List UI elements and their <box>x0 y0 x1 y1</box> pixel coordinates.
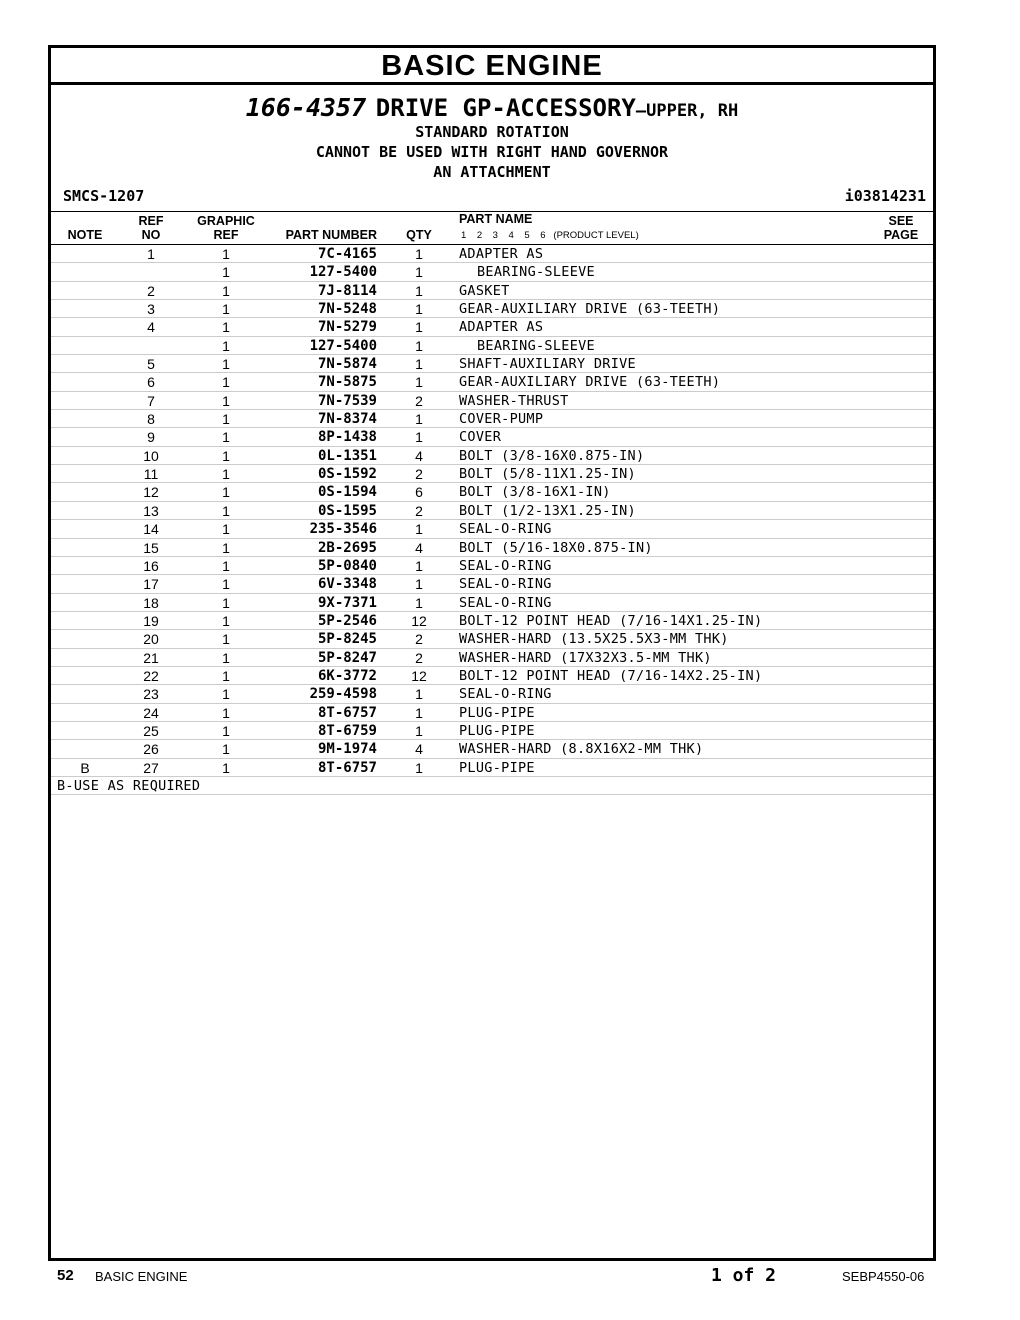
table-row <box>51 539 933 557</box>
part-name-cell: SEAL-O-RING <box>459 557 552 574</box>
graphic-ref-cell: 1 <box>222 612 230 629</box>
graphic-ref-cell: 1 <box>222 374 230 391</box>
qty-cell: 1 <box>415 557 423 574</box>
graphic-ref-cell: 1 <box>222 631 230 648</box>
group-part-number: 166-4357 <box>245 93 367 122</box>
part-name-cell: BOLT (5/8-11X1.25-IN) <box>459 466 636 483</box>
part-number-cell: 6V-3348 <box>317 576 377 593</box>
part-name-cell: SEAL-O-RING <box>459 594 552 611</box>
smcs-code: SMCS-1207 <box>63 187 145 205</box>
qty-cell: 1 <box>415 356 423 373</box>
part-number-cell: 7N-5279 <box>317 319 377 336</box>
table-row <box>51 483 933 501</box>
note-cell: B <box>80 759 90 776</box>
graphic-ref-cell: 1 <box>222 722 230 739</box>
part-number-cell: 127-5400 <box>309 337 377 354</box>
part-number-cell: 8P-1438 <box>317 429 377 446</box>
ref-no-cell: 3 <box>147 301 155 318</box>
graphic-ref-cell: 1 <box>222 392 230 409</box>
graphic-ref-cell: 1 <box>222 759 230 776</box>
table-row <box>51 740 933 758</box>
part-name-cell: SEAL-O-RING <box>459 521 552 538</box>
ref-no-cell: 23 <box>143 686 159 703</box>
table-row <box>51 447 933 465</box>
qty-cell: 1 <box>415 686 423 703</box>
part-name-cell: BOLT (3/8-16X1-IN) <box>459 484 611 501</box>
qty-cell: 1 <box>415 722 423 739</box>
part-name-cell: COVER-PUMP <box>459 411 544 428</box>
qty-cell: 2 <box>415 502 423 519</box>
qty-cell: 12 <box>411 667 427 684</box>
qty-cell: 1 <box>415 411 423 428</box>
part-number-cell: 9X-7371 <box>317 594 377 611</box>
part-number-cell: 0S-1595 <box>317 502 377 519</box>
graphic-ref-cell: 1 <box>222 576 230 593</box>
part-name-cell: BOLT-12 POINT HEAD (7/16-14X2.25-IN) <box>459 667 763 684</box>
footnote: B-USE AS REQUIRED <box>57 777 201 794</box>
qty-cell: 1 <box>415 429 423 446</box>
graphic-ref-cell: 1 <box>222 466 230 483</box>
graphic-ref-cell: 1 <box>222 649 230 666</box>
part-number-cell: 6K-3772 <box>317 667 377 684</box>
group-subtitle-3: AN ATTACHMENT <box>433 163 551 181</box>
parts-page-frame <box>48 45 936 1261</box>
part-name-cell: ADAPTER AS <box>459 319 544 336</box>
page-footer <box>0 1265 1020 1289</box>
qty-cell: 4 <box>415 741 423 758</box>
ref-no-cell: 17 <box>143 576 159 593</box>
col-ref-no-bottom: NO <box>141 228 161 242</box>
ref-no-cell: 11 <box>143 466 159 483</box>
qty-cell: 1 <box>415 521 423 538</box>
ref-no-cell: 5 <box>147 356 155 373</box>
table-row <box>51 337 933 355</box>
graphic-ref-cell: 1 <box>222 704 230 721</box>
part-number-cell: 0S-1592 <box>317 466 377 483</box>
ref-no-cell: 25 <box>143 722 159 739</box>
ref-no-cell: 7 <box>147 392 155 409</box>
part-number-cell: 7N-5874 <box>317 356 377 373</box>
part-number-cell: 259-4598 <box>309 686 377 703</box>
col-product-levels: 1 2 3 4 5 6 (PRODUCT LEVEL) <box>461 230 639 241</box>
graphic-ref-cell: 1 <box>222 356 230 373</box>
qty-cell: 1 <box>415 301 423 318</box>
graphic-ref-cell: 1 <box>222 557 230 574</box>
qty-cell: 1 <box>415 374 423 391</box>
table-row <box>51 612 933 630</box>
section-title: BASIC ENGINE <box>51 48 933 85</box>
graphic-ref-cell: 1 <box>222 667 230 684</box>
graphic-ref-cell: 1 <box>222 429 230 446</box>
part-name-cell: GEAR-AUXILIARY DRIVE (63-TEETH) <box>459 301 721 318</box>
graphic-ref-cell: 1 <box>222 539 230 556</box>
part-name-cell: WASHER-THRUST <box>459 392 569 409</box>
qty-cell: 6 <box>415 484 423 501</box>
part-name-cell: BOLT (5/16-18X0.875-IN) <box>459 539 653 556</box>
part-name-cell: GEAR-AUXILIARY DRIVE (63-TEETH) <box>459 374 721 391</box>
table-row <box>51 502 933 520</box>
graphic-ref-cell: 1 <box>222 502 230 519</box>
qty-cell: 4 <box>415 447 423 464</box>
qty-cell: 1 <box>415 337 423 354</box>
graphic-ref-cell: 1 <box>222 282 230 299</box>
ref-no-cell: 24 <box>143 704 159 721</box>
col-see-bottom: PAGE <box>883 228 919 242</box>
table-row <box>51 704 933 722</box>
qty-cell: 2 <box>415 649 423 666</box>
part-number-cell: 8T-6759 <box>317 722 377 739</box>
qty-cell: 1 <box>415 319 423 336</box>
table-row <box>51 245 933 263</box>
part-name-cell: ADAPTER AS <box>459 246 544 262</box>
part-name-cell: SHAFT-AUXILIARY DRIVE <box>459 356 636 373</box>
table-row <box>51 557 933 575</box>
qty-cell: 2 <box>415 392 423 409</box>
part-number-cell: 0L-1351 <box>317 447 377 464</box>
table-row <box>51 465 933 483</box>
ref-no-cell: 9 <box>147 429 155 446</box>
part-number-cell: 2B-2695 <box>317 539 377 556</box>
col-graphic-ref-top: GRAPHIC <box>197 214 255 228</box>
part-number-cell: 7C-4165 <box>317 246 377 262</box>
qty-cell: 1 <box>415 576 423 593</box>
part-number-cell: 8T-6757 <box>317 759 377 776</box>
ref-no-cell: 20 <box>143 631 159 648</box>
part-name-cell: WASHER-HARD (17X32X3.5-MM THK) <box>459 649 712 666</box>
column-headers <box>51 212 933 245</box>
part-name-cell: BEARING-SLEEVE <box>477 337 595 354</box>
part-number-cell: 7N-7539 <box>317 392 377 409</box>
table-row <box>51 594 933 612</box>
part-name-cell: BEARING-SLEEVE <box>477 264 595 281</box>
table-row <box>51 355 933 373</box>
ref-no-cell: 22 <box>143 667 159 684</box>
qty-cell: 12 <box>411 612 427 629</box>
part-number-cell: 7N-8374 <box>317 411 377 428</box>
group-title <box>51 93 933 122</box>
group-name: DRIVE GP-ACCESSORY <box>375 94 636 122</box>
graphic-ref-cell: 1 <box>222 521 230 538</box>
ref-no-cell: 4 <box>147 319 155 336</box>
ref-no-cell: 14 <box>143 521 159 538</box>
graphic-ref-cell: 1 <box>222 484 230 501</box>
table-row <box>51 520 933 538</box>
col-ref-no-top: REF <box>138 214 164 228</box>
ref-no-cell: 6 <box>147 374 155 391</box>
qty-cell: 1 <box>415 264 423 281</box>
table-row <box>51 685 933 703</box>
footnote-row <box>51 777 933 795</box>
ref-no-cell: 16 <box>143 557 159 574</box>
part-number-cell: 0S-1594 <box>317 484 377 501</box>
ref-no-cell: 8 <box>147 411 155 428</box>
footer-page-number: 52 <box>57 1267 74 1284</box>
table-row <box>51 282 933 300</box>
ref-no-cell: 21 <box>143 649 159 666</box>
ref-no-cell: 26 <box>143 741 159 758</box>
table-row <box>51 392 933 410</box>
illustration-id: i03814231 <box>844 187 926 205</box>
part-number-cell: 5P-0840 <box>317 557 377 574</box>
ref-no-cell: 13 <box>143 502 159 519</box>
table-row <box>51 630 933 648</box>
ref-no-cell: 18 <box>143 594 159 611</box>
graphic-ref-cell: 1 <box>222 319 230 336</box>
table-row <box>51 759 933 777</box>
ref-no-cell: 10 <box>143 447 159 464</box>
qty-cell: 4 <box>415 539 423 556</box>
part-number-cell: 5P-8245 <box>317 631 377 648</box>
group-header <box>51 85 933 212</box>
part-name-cell: BOLT (3/8-16X0.875-IN) <box>459 447 645 464</box>
qty-cell: 2 <box>415 631 423 648</box>
table-row <box>51 649 933 667</box>
col-note: NOTE <box>67 228 103 242</box>
table-row <box>51 575 933 593</box>
part-name-cell: SEAL-O-RING <box>459 576 552 593</box>
part-name-cell: COVER <box>459 429 502 446</box>
ref-no-cell: 12 <box>143 484 159 501</box>
part-name-cell: PLUG-PIPE <box>459 722 535 739</box>
ref-no-cell: 19 <box>143 612 159 629</box>
table-row <box>51 318 933 336</box>
part-number-cell: 7N-5248 <box>317 301 377 318</box>
ref-no-cell: 2 <box>147 282 155 299</box>
table-row <box>51 263 933 281</box>
part-number-cell: 8T-6757 <box>317 704 377 721</box>
graphic-ref-cell: 1 <box>222 264 230 281</box>
graphic-ref-cell: 1 <box>222 686 230 703</box>
group-subtitle-1: STANDARD ROTATION <box>415 123 569 141</box>
graphic-ref-cell: 1 <box>222 411 230 428</box>
table-row <box>51 722 933 740</box>
footer-page-of: 1 of 2 <box>711 1265 777 1286</box>
qty-cell: 2 <box>415 466 423 483</box>
part-number-cell: 5P-2546 <box>317 612 377 629</box>
part-name-cell: GASKET <box>459 282 510 299</box>
qty-cell: 1 <box>415 594 423 611</box>
part-number-cell: 9M-1974 <box>317 741 377 758</box>
ref-no-cell: 1 <box>147 246 155 262</box>
graphic-ref-cell: 1 <box>222 301 230 318</box>
footer-doc-number: SEBP4550-06 <box>842 1269 925 1284</box>
part-name-cell: BOLT (1/2-13X1.25-IN) <box>459 502 636 519</box>
group-name-suffix: —UPPER, RH <box>635 101 739 121</box>
part-number-cell: 5P-8247 <box>317 649 377 666</box>
qty-cell: 1 <box>415 759 423 776</box>
ref-no-cell: 15 <box>143 539 159 556</box>
graphic-ref-cell: 1 <box>222 246 230 262</box>
part-name-cell: WASHER-HARD (8.8X16X2-MM THK) <box>459 741 704 758</box>
part-name-cell: PLUG-PIPE <box>459 759 535 776</box>
part-number-cell: 7J-8114 <box>317 282 377 299</box>
ref-no-cell: 27 <box>143 759 159 776</box>
table-row <box>51 667 933 685</box>
col-qty: QTY <box>406 228 432 242</box>
part-name-cell: BOLT-12 POINT HEAD (7/16-14X1.25-IN) <box>459 612 763 629</box>
part-number-cell: 127-5400 <box>309 264 377 281</box>
part-name-cell: WASHER-HARD (13.5X25.5X3-MM THK) <box>459 631 729 648</box>
part-name-cell: PLUG-PIPE <box>459 704 535 721</box>
graphic-ref-cell: 1 <box>222 594 230 611</box>
part-number-cell: 235-3546 <box>309 521 377 538</box>
graphic-ref-cell: 1 <box>222 447 230 464</box>
footer-section: BASIC ENGINE <box>95 1269 188 1284</box>
qty-cell: 1 <box>415 704 423 721</box>
parts-table-body <box>51 245 933 777</box>
table-row <box>51 300 933 318</box>
graphic-ref-cell: 1 <box>222 337 230 354</box>
table-row <box>51 410 933 428</box>
part-name-cell: SEAL-O-RING <box>459 686 552 703</box>
col-part-number: PART NUMBER <box>285 228 377 242</box>
table-row <box>51 373 933 391</box>
col-graphic-ref-bottom: REF <box>213 228 239 242</box>
graphic-ref-cell: 1 <box>222 741 230 758</box>
part-number-cell: 7N-5875 <box>317 374 377 391</box>
col-see-top: SEE <box>888 214 914 228</box>
col-part-name: PART NAME <box>459 212 533 226</box>
qty-cell: 1 <box>415 282 423 299</box>
qty-cell: 1 <box>415 246 423 262</box>
table-row <box>51 428 933 446</box>
group-subtitle-2: CANNOT BE USED WITH RIGHT HAND GOVERNOR <box>315 143 669 161</box>
